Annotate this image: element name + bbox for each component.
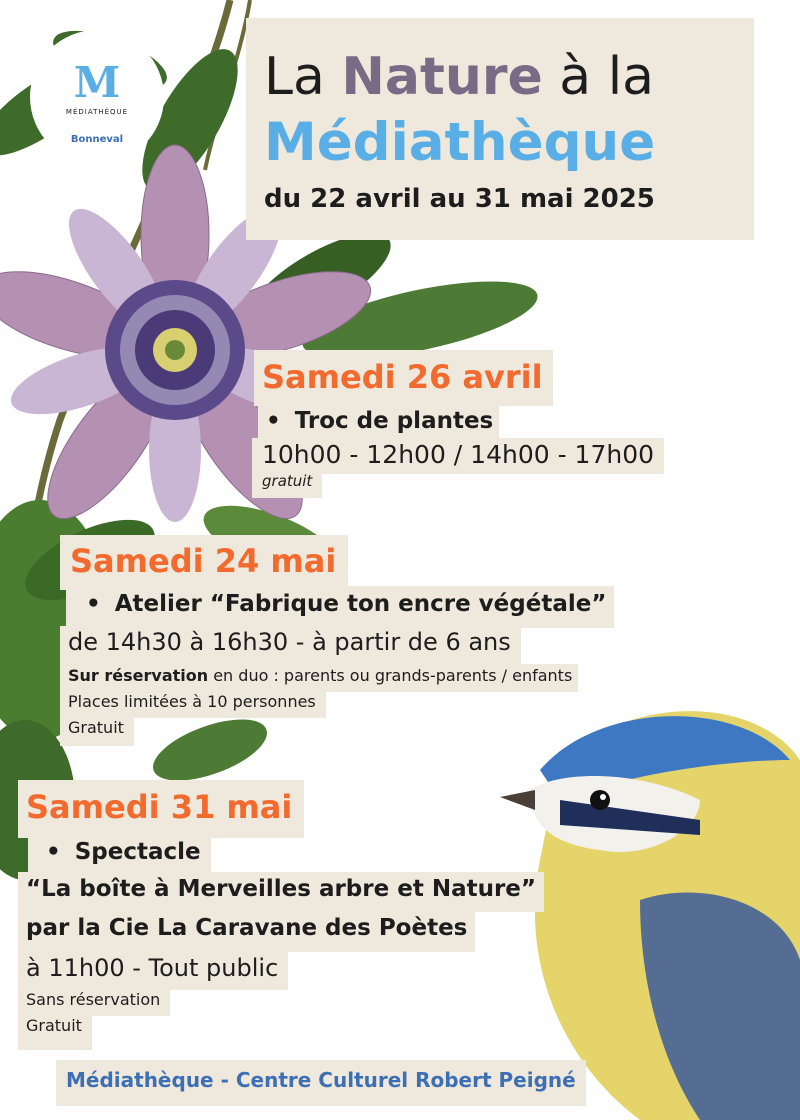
event2-title: • Atelier “Fabrique ton encre végétale” (66, 586, 614, 628)
title-accent: Nature (341, 47, 543, 107)
event3-price: Gratuit (18, 1016, 92, 1050)
footer-venue: Médiathèque - Centre Culturel Robert Peigné (56, 1060, 586, 1106)
event3-time: à 11h00 - Tout public (18, 952, 288, 990)
logo-m-icon: M (73, 58, 121, 107)
event2-time: de 14h30 à 16h30 - à partir de 6 ans (60, 626, 521, 664)
event1-note: gratuit (252, 472, 322, 498)
event3-show: “La boîte à Merveilles arbre et Nature” (18, 872, 544, 912)
title-block (246, 18, 754, 240)
event2-price: Gratuit (60, 718, 134, 746)
event3-date: Samedi 31 mai (18, 780, 304, 838)
logo-bottom-label: Bonneval (70, 134, 124, 145)
blue-tit-bird (500, 711, 800, 1120)
logo-top-label: MÉDIATHÈQUE (65, 108, 129, 116)
event3-reservation: Sans réservation (18, 990, 170, 1016)
mediatheque-logo (30, 30, 164, 164)
event2-reservation: Sur réservation en duo : parents ou grands-parents / enfants (60, 664, 578, 692)
event1-date: Samedi 26 avril (254, 350, 553, 406)
event2-date: Samedi 24 mai (60, 535, 348, 590)
event2-places: Places limitées à 10 personnes (60, 692, 326, 718)
event3-company: par la Cie La Caravane des Poètes (18, 912, 475, 952)
event3-title: • Spectacle (28, 836, 211, 874)
event1-title: • Troc de plantes (258, 404, 499, 442)
page-title-line1: La Nature à la (264, 47, 655, 107)
date-range: du 22 avril au 31 mai 2025 (264, 184, 655, 214)
event1-time: 10h00 - 12h00 / 14h00 - 17h00 (252, 438, 664, 474)
page-title-line2: Médiathèque (264, 112, 656, 173)
